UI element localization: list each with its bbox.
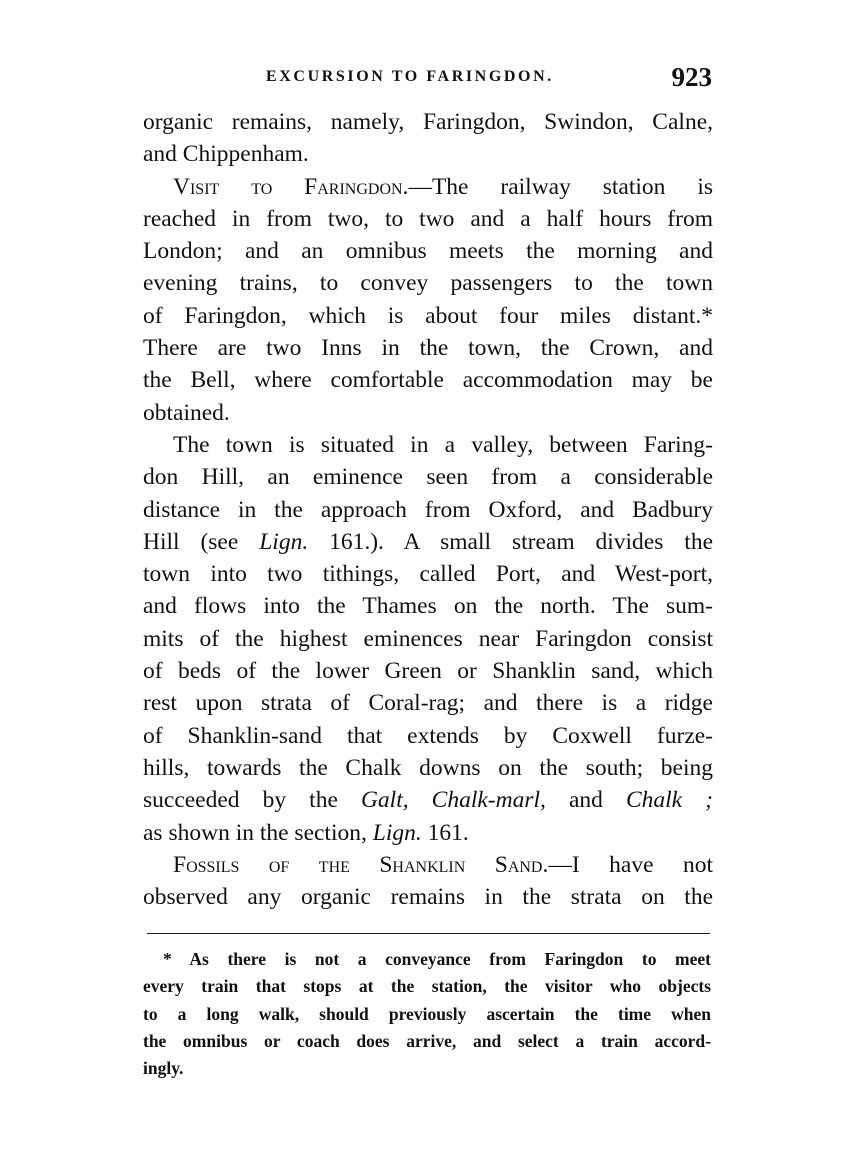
footnote-line: the omnibus or coach does arrive, and select a train accord- <box>143 1030 711 1051</box>
text-line: organic remains, namely, Faringdon, Swindon, Calne, <box>143 109 713 135</box>
section-heading: Visit to Faringdon. <box>173 173 409 200</box>
text-line <box>143 849 713 881</box>
text-line: and flows into the Thames on the north. The sum- <box>143 593 713 620</box>
text-line: and Chippenham. <box>143 141 309 168</box>
text-span: Hill (see <box>143 528 260 555</box>
running-head-title: EXCURSION TO FARINGDON. <box>266 68 554 85</box>
text-line: The town is situated in a valley, between Faring- <box>173 431 713 458</box>
text-line: the Bell, where comfortable accommodation may be <box>143 367 713 394</box>
text-line <box>143 784 713 816</box>
text-line: reached in from two, to two and a half hours from <box>143 205 713 232</box>
footnote-rule <box>147 933 710 934</box>
stratum-name: Chalk-marl, <box>431 787 546 814</box>
stratum-name: Galt, <box>360 787 409 814</box>
figure-reference: Lign. <box>372 819 422 846</box>
text-line: obtained. <box>143 399 230 426</box>
text-span: 161. <box>421 819 469 846</box>
text-line <box>143 526 713 558</box>
footnote <box>143 946 711 1082</box>
footnote-line: * As there is not a conveyance from Faringdon to meet <box>163 949 711 969</box>
text-line: evening trains, to convey passengers to the town <box>143 270 713 297</box>
text-span: and <box>545 787 626 814</box>
text-line: distance in the approach from Oxford, and Badbury <box>143 496 713 523</box>
text-line: London; and an omnibus meets the morning and <box>143 238 713 265</box>
text-line: hills, towards the Chalk downs on the south; being <box>143 754 713 781</box>
text-span: 161.). A small stream divides the <box>308 528 714 555</box>
text-line: mits of the highest eminences near Faringdon consist <box>143 625 713 652</box>
stratum-name: Chalk ; <box>625 787 713 814</box>
text-span: —The railway station is <box>408 173 713 200</box>
text-line: rest upon strata of Coral-rag; and there is a ridge <box>143 690 713 717</box>
text-line <box>143 817 713 849</box>
text-line: of beds of the lower Green or Shanklin sand, which <box>143 658 713 685</box>
footnote-line: to a long walk, should previously ascertain the time when <box>143 1003 711 1024</box>
text-span: —I have not <box>548 851 714 878</box>
text-line <box>143 171 713 203</box>
figure-reference: Lign. <box>259 528 309 555</box>
text-line: observed any organic remains in the strata on the <box>143 884 713 911</box>
running-head <box>140 62 712 92</box>
footnote-line: ingly. <box>143 1058 184 1079</box>
text-line: of Shanklin-sand that extends by Coxwell furze- <box>143 722 713 749</box>
text-span: succeeded by the <box>143 787 361 814</box>
text-line: don Hill, an eminence seen from a considerable <box>143 464 713 491</box>
section-heading: Fossils of the Shanklin Sand. <box>173 851 549 878</box>
text-line: of Faringdon, which is about four miles distant.* <box>143 302 713 329</box>
text-line: There are two Inns in the town, the Crown, and <box>143 335 713 362</box>
body-text <box>143 106 713 913</box>
footnote-line: every train that stops at the station, the visitor who objects <box>143 976 711 997</box>
page-number: 923 <box>671 62 712 92</box>
text-line: town into two tithings, called Port, and West-port, <box>143 561 713 588</box>
text-span: as shown in the section, <box>143 819 373 846</box>
